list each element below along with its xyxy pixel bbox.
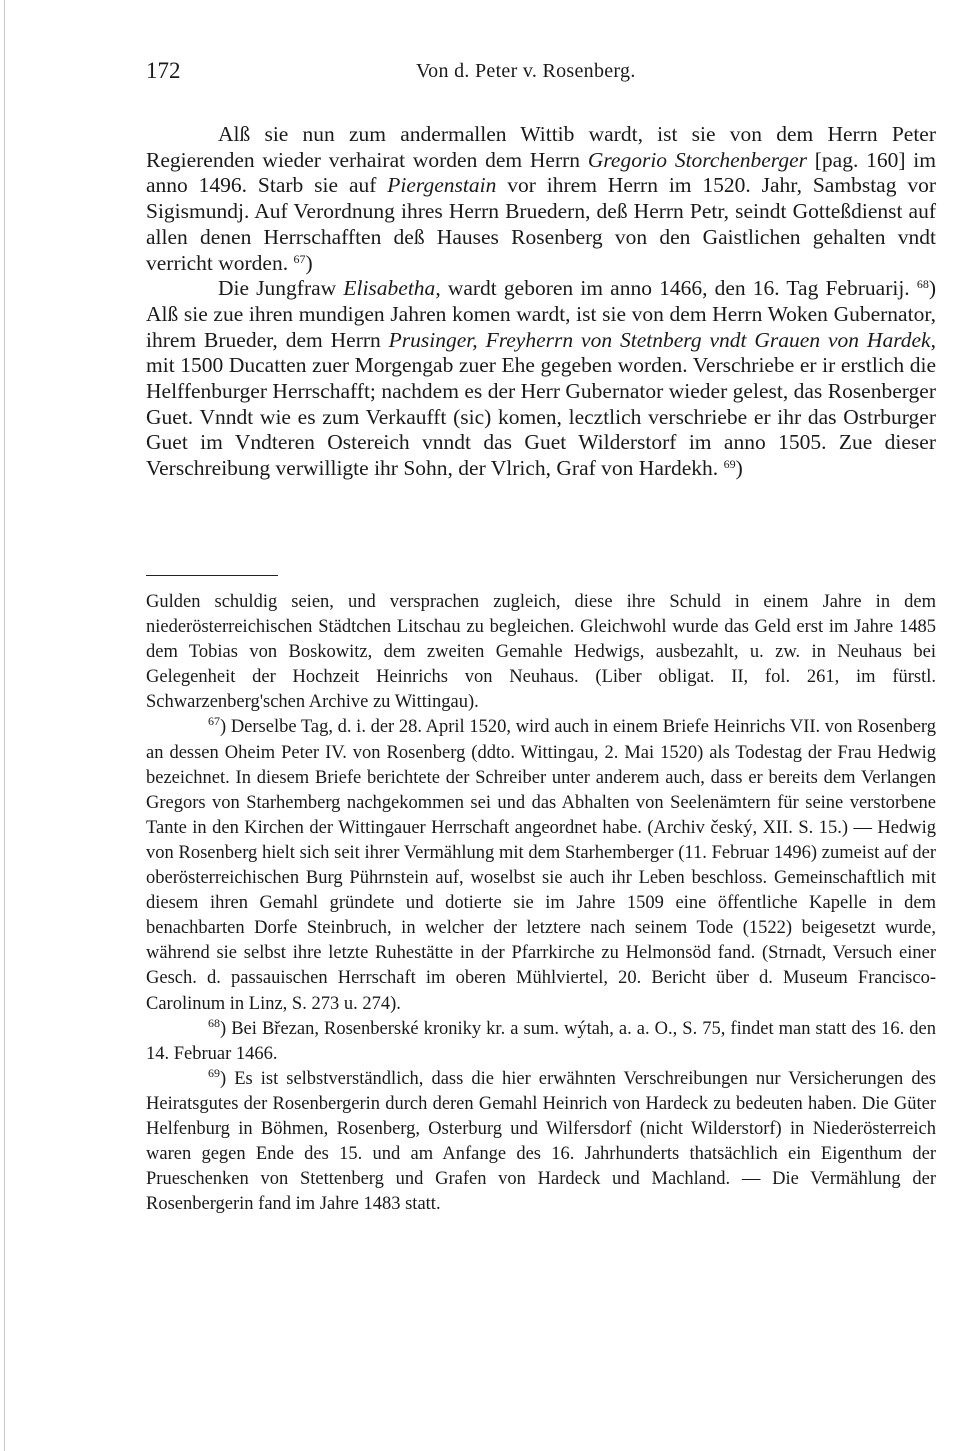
paragraph-hedwig [146,122,936,276]
italic-name: Prusinger, Freyherrn von Stetnberg vndt Grauen von Hardek [388,327,931,352]
main-text [146,122,936,482]
text-run: Alß sie nun zum andermallen Wittib wardt, ist sie von dem Herrn Peter Regierenden wieder verhairat worden dem Herrn [146,122,936,172]
footnote-number: 68 [208,1015,220,1030]
footnote-ref-69: 69 [723,457,736,472]
text-run: ) [735,456,743,481]
footnote-67 [146,715,936,1016]
text-run: , wardt geboren im anno 1466, den 16. Tag Februarij. [435,276,910,301]
text-run: ) Alß sie zue ihren mundigen Jahren komen wardt, ist sie von dem Herrn Woken Gubernator, ihrem Brueder, dem Herrn [146,276,937,352]
footnote-continuation: Gulden schuldig seien, und versprachen zugleich, diese ihre Schuld in einem Jahre in dem niederösterreichischen Städtchen Litschau zu begleichen. Gleichwohl wurde das Geld erst im Jahre 1485 dem Tobias von Boskowitz, dem zweiten Gemahle Hedwigs, ausbezahlt, u. zw. in Neuhaus bei Gelegenheit der Hochzeit Heinrichs von Neuhaus. (Liber obligat. II, fol. 261, im fürstl. Schwarzenberg'schen Archive zu Wittingau). [146,592,936,713]
footnote-number: 69 [208,1065,220,1080]
page-number: 172 [146,58,181,83]
footnote-69 [146,1067,936,1218]
footnotes [146,590,936,1217]
footnote-68 [146,1017,936,1067]
page-header [146,58,936,88]
italic-name: Gregorio Storchenberger [587,147,807,172]
footnote-text: ) Derselbe Tag, d. i. der 28. April 1520, wird auch in einem Briefe Heinrichs VII. von Rosenberg an dessen Oheim Peter IV. von Rosenberg (ddto. Wittingau, 2. Mai 1520) als Todestag der Frau Hedwig bezeichnet. In diesem Briefe berichtete der Schreiber unter anderem auch, dass er bereits dem Verlangen Gregors von Starhemberg nachgekommen sei und das Abhalten von Seelenämtern für seine verstorbene Tante in den Kirchen der Wittingauer Herrschaft angeordnet habe. (Archiv český, XII. S. 15.) — Hedwig von Rosenberg hielt sich seit ihrer Vermählung mit dem Starhemberger (11. Februar 1496) zumeist auf der oberösterreichischen Burg Pührnstein auf, woselbst sie auch ihr Leben beschloss. Gemeinschaftlich mit diesem ihren Gemahl gründete und dotierte sie im Jahre 1509 eine öffentliche Kapelle in dem benachbarten Dorfe Steinbruch, in welcher der letztere nach seinem Tode (1522) beigesetzt wurde, während sie selbst ihre letzte Ruhestätte in der Pfarrkirche zu Helmonsöd fand. (Strnadt, Versuch einer Gesch. d. passauischen Herrschaft im oberen Mühlviertel, 20. Bericht über d. Museum Francisco-Carolinum in Linz, S. 273 u. 274). [146,717,936,1014]
running-title: Von d. Peter v. Rosenberg. [416,60,636,82]
text-run: , mit 1500 Ducatten zuer Morgengab zuer Ehe gegeben worden. Verschriebe er ir erstlich die Helffenburger Herrschafft; nachdem es der Herr Gubernator wieder gelest, das Rosenberger Guet. Vnndt wie es zum Verkaufft (sic) komen, lecztlich verschriebe er ihr das Ostrburger Guet im Vndteren Ostereich vnndt das Guet Wilderstorf im anno 1505. Zue dieser Verschreibung verwilligte ihr Sohn, der Vlrich, Graf von Hardekh. [146,327,936,481]
paragraph-elisabetha [146,276,936,482]
text-run: vor ihrem Herrn im 1520. Jahr, Sambstag vor Sigismundj. Auf Verordnung ihres Herrn Bruedern, deß Herrn Petr, seindt Gotteßdienst auf allen denen Herrschafften deß Hauses Rosenberg von den Gaistlichen gehalten vndt verricht worden. [146,173,936,275]
italic-name: Elisabetha [343,276,436,301]
footnote-ref-67: 67 [293,251,306,266]
page-edge-shadow [4,0,5,1451]
text-run: ) [305,250,313,275]
footnote-ref-68: 68 [916,277,929,292]
footnote-number: 67 [208,714,220,729]
footnote-text: ) Es ist selbstverständlich, dass die hier erwähnten Verschreibungen nur Versicherungen des Heiratsgutes der Rosenbergerin durch deren Gemahl Heinrich von Hardeck zu bedeuten haben. Die Güter Helfenburg in Böhmen, Rosenberg, Osterburg und Wilfersdorf (nicht Wilderstorf) in Niederösterreich waren gegen Ende des 15. und am Anfange des 16. Jahrhunderts thatsächlich ein Eigenthum der Prueschenken von Stettenberg und Grafen von Hardeck und Machland. — Die Vermählung der Rosenbergerin fand im Jahre 1483 statt. [146,1068,936,1215]
italic-place: Piergenstain [387,173,497,198]
footnote-text: ) Bei Březan, Rosenberské kroniky kr. a sum. wýtah, a. a. O., S. 75, findet man statt des 16. den 14. Februar 1466. [146,1018,936,1064]
footnote-divider [146,575,278,576]
text-run: Die Jungfraw [218,276,344,301]
text-run: [pag. 160] im anno 1496. Starb sie auf [146,147,936,198]
